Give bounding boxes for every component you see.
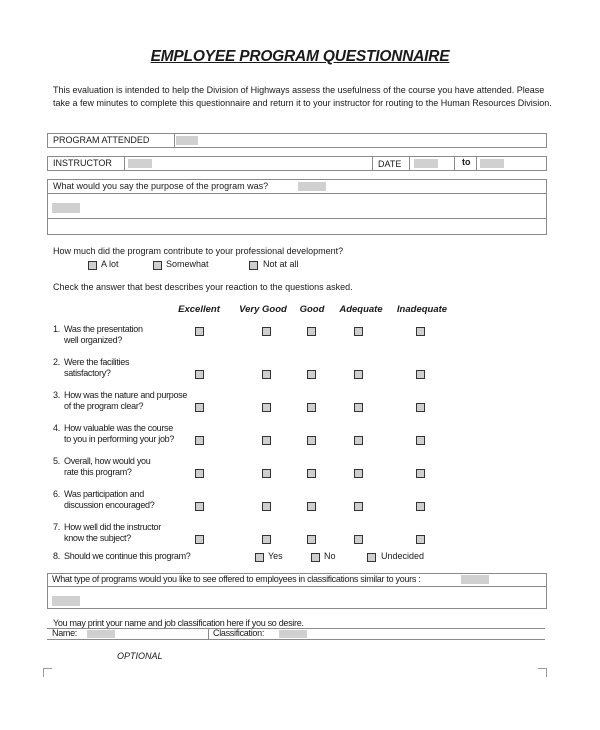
rating-checkbox-1[interactable] xyxy=(195,469,204,478)
contribution-somewhat-checkbox[interactable] xyxy=(153,261,162,270)
question-text-line2: well organized? xyxy=(64,335,123,345)
instructor-date-row xyxy=(47,156,547,171)
q8-yes-checkbox[interactable] xyxy=(255,553,264,562)
future-programs-question: What type of programs would you like to see offered to employees in classifications similar to yours : xyxy=(52,574,421,584)
contribution-alot-checkbox[interactable] xyxy=(88,261,97,270)
reaction-instruction: Check the answer that best describes your reaction to the questions asked. xyxy=(53,282,353,292)
date-to-label: to xyxy=(462,157,471,167)
rating-checkbox-1[interactable] xyxy=(195,403,204,412)
column-excellent: Excellent xyxy=(178,304,220,315)
optional-label: OPTIONAL xyxy=(117,651,163,661)
name-label: Name: xyxy=(52,628,78,638)
rating-checkbox-1[interactable] xyxy=(195,502,204,511)
corner-mark-right xyxy=(538,668,547,677)
question-number: 6. xyxy=(53,489,60,499)
rating-checkbox-5[interactable] xyxy=(416,436,425,445)
rating-checkbox-5[interactable] xyxy=(416,403,425,412)
question-text-line1: How valuable was the course xyxy=(64,423,173,433)
question-text-line2: to you in performing your job? xyxy=(64,434,175,444)
column-very-good: Very Good xyxy=(239,304,287,315)
question-text-line1: Overall, how would you xyxy=(64,456,151,466)
q8-no-checkbox[interactable] xyxy=(311,553,320,562)
rating-checkbox-2[interactable] xyxy=(262,327,271,336)
rating-checkbox-3[interactable] xyxy=(307,535,316,544)
q8-no-label: No xyxy=(324,551,336,561)
rating-checkbox-5[interactable] xyxy=(416,469,425,478)
rating-checkbox-1[interactable] xyxy=(195,535,204,544)
rating-checkbox-1[interactable] xyxy=(195,327,204,336)
rating-checkbox-4[interactable] xyxy=(354,502,363,511)
future-programs-block xyxy=(47,573,547,609)
program-attended-field[interactable] xyxy=(47,133,547,148)
question-number: 7. xyxy=(53,522,60,532)
rating-checkbox-1[interactable] xyxy=(195,370,204,379)
rating-checkbox-2[interactable] xyxy=(262,469,271,478)
question-text-line2: satisfactory? xyxy=(64,368,111,378)
rating-checkbox-4[interactable] xyxy=(354,469,363,478)
rating-checkbox-3[interactable] xyxy=(307,469,316,478)
q8-text: Should we continue this program? xyxy=(64,551,191,561)
rating-checkbox-3[interactable] xyxy=(307,436,316,445)
rating-checkbox-1[interactable] xyxy=(195,436,204,445)
column-inadequate: Inadequate xyxy=(396,304,448,315)
purpose-input-2[interactable] xyxy=(52,203,80,213)
rating-checkbox-2[interactable] xyxy=(262,403,271,412)
contribution-alot-label: A lot xyxy=(101,259,119,269)
future-programs-input-2[interactable] xyxy=(52,596,80,606)
page-title: EMPLOYEE PROGRAM QUESTIONNAIRE xyxy=(150,48,450,65)
future-programs-input-1[interactable] xyxy=(461,575,489,584)
contribution-question: How much did the program contribute to your professional development? xyxy=(53,246,344,256)
q8-number: 8. xyxy=(53,551,60,561)
corner-mark-left xyxy=(43,668,52,677)
date-to-input[interactable] xyxy=(480,159,504,168)
rating-checkbox-5[interactable] xyxy=(416,502,425,511)
question-text-line2: of the program clear? xyxy=(64,401,144,411)
rating-checkbox-3[interactable] xyxy=(307,403,316,412)
print-name-note: You may print your name and job classification here if you so desire. xyxy=(53,618,304,628)
rating-checkbox-5[interactable] xyxy=(416,535,425,544)
name-classification-row xyxy=(47,628,545,640)
purpose-question-block xyxy=(47,179,547,235)
question-number: 3. xyxy=(53,390,60,400)
program-attended-input[interactable] xyxy=(176,136,198,145)
question-text-line1: Was participation and xyxy=(64,489,144,499)
question-number: 4. xyxy=(53,423,60,433)
q8-undecided-checkbox[interactable] xyxy=(367,553,376,562)
q8-yes-label: Yes xyxy=(268,551,283,561)
rating-checkbox-3[interactable] xyxy=(307,502,316,511)
instructor-label: INSTRUCTOR xyxy=(53,158,112,168)
rating-checkbox-2[interactable] xyxy=(262,370,271,379)
program-attended-label: PROGRAM ATTENDED xyxy=(53,135,150,145)
rating-checkbox-3[interactable] xyxy=(307,370,316,379)
q8-undecided-label: Undecided xyxy=(381,551,425,561)
rating-checkbox-5[interactable] xyxy=(416,370,425,379)
question-text-line1: How was the nature and purpose xyxy=(64,390,188,400)
question-text-line1: Were the facilities xyxy=(64,357,130,367)
question-number: 2. xyxy=(53,357,60,367)
question-number: 5. xyxy=(53,456,60,466)
date-from-input[interactable] xyxy=(414,159,438,168)
question-text-line1: Was the presentation xyxy=(64,324,143,334)
column-good: Good xyxy=(299,304,325,315)
contribution-notatall-checkbox[interactable] xyxy=(249,261,258,270)
question-number: 1. xyxy=(53,324,60,334)
rating-checkbox-4[interactable] xyxy=(354,436,363,445)
name-input[interactable] xyxy=(87,630,115,638)
rating-checkbox-2[interactable] xyxy=(262,502,271,511)
purpose-question: What would you say the purpose of the program was? xyxy=(53,181,269,191)
classification-input[interactable] xyxy=(279,630,307,638)
rating-checkbox-4[interactable] xyxy=(354,535,363,544)
rating-checkbox-4[interactable] xyxy=(354,403,363,412)
purpose-input-1[interactable] xyxy=(298,182,326,191)
question-text-line2: rate this program? xyxy=(64,467,132,477)
rating-checkbox-2[interactable] xyxy=(262,535,271,544)
contribution-somewhat-label: Somewhat xyxy=(166,259,209,269)
rating-checkbox-4[interactable] xyxy=(354,327,363,336)
contribution-notatall-label: Not at all xyxy=(263,259,299,269)
date-label: DATE xyxy=(378,159,402,169)
question-text-line2: know the subject? xyxy=(64,533,131,543)
instructor-input[interactable] xyxy=(128,159,152,168)
question-text-line1: How well did the instructor xyxy=(64,522,161,532)
question-text-line2: discussion encouraged? xyxy=(64,500,155,510)
rating-checkbox-5[interactable] xyxy=(416,327,425,336)
column-adequate: Adequate xyxy=(339,304,383,315)
rating-checkbox-4[interactable] xyxy=(354,370,363,379)
rating-checkbox-3[interactable] xyxy=(307,327,316,336)
rating-checkbox-2[interactable] xyxy=(262,436,271,445)
intro-paragraph: This evaluation is intended to help the Division of Highways assess the usefulness of the course you have attended. Please take a few minutes to complete this questionnaire and return it to your instructor for routing to the Human Resources Division. xyxy=(53,85,552,108)
classification-label: Classification: xyxy=(213,628,265,638)
